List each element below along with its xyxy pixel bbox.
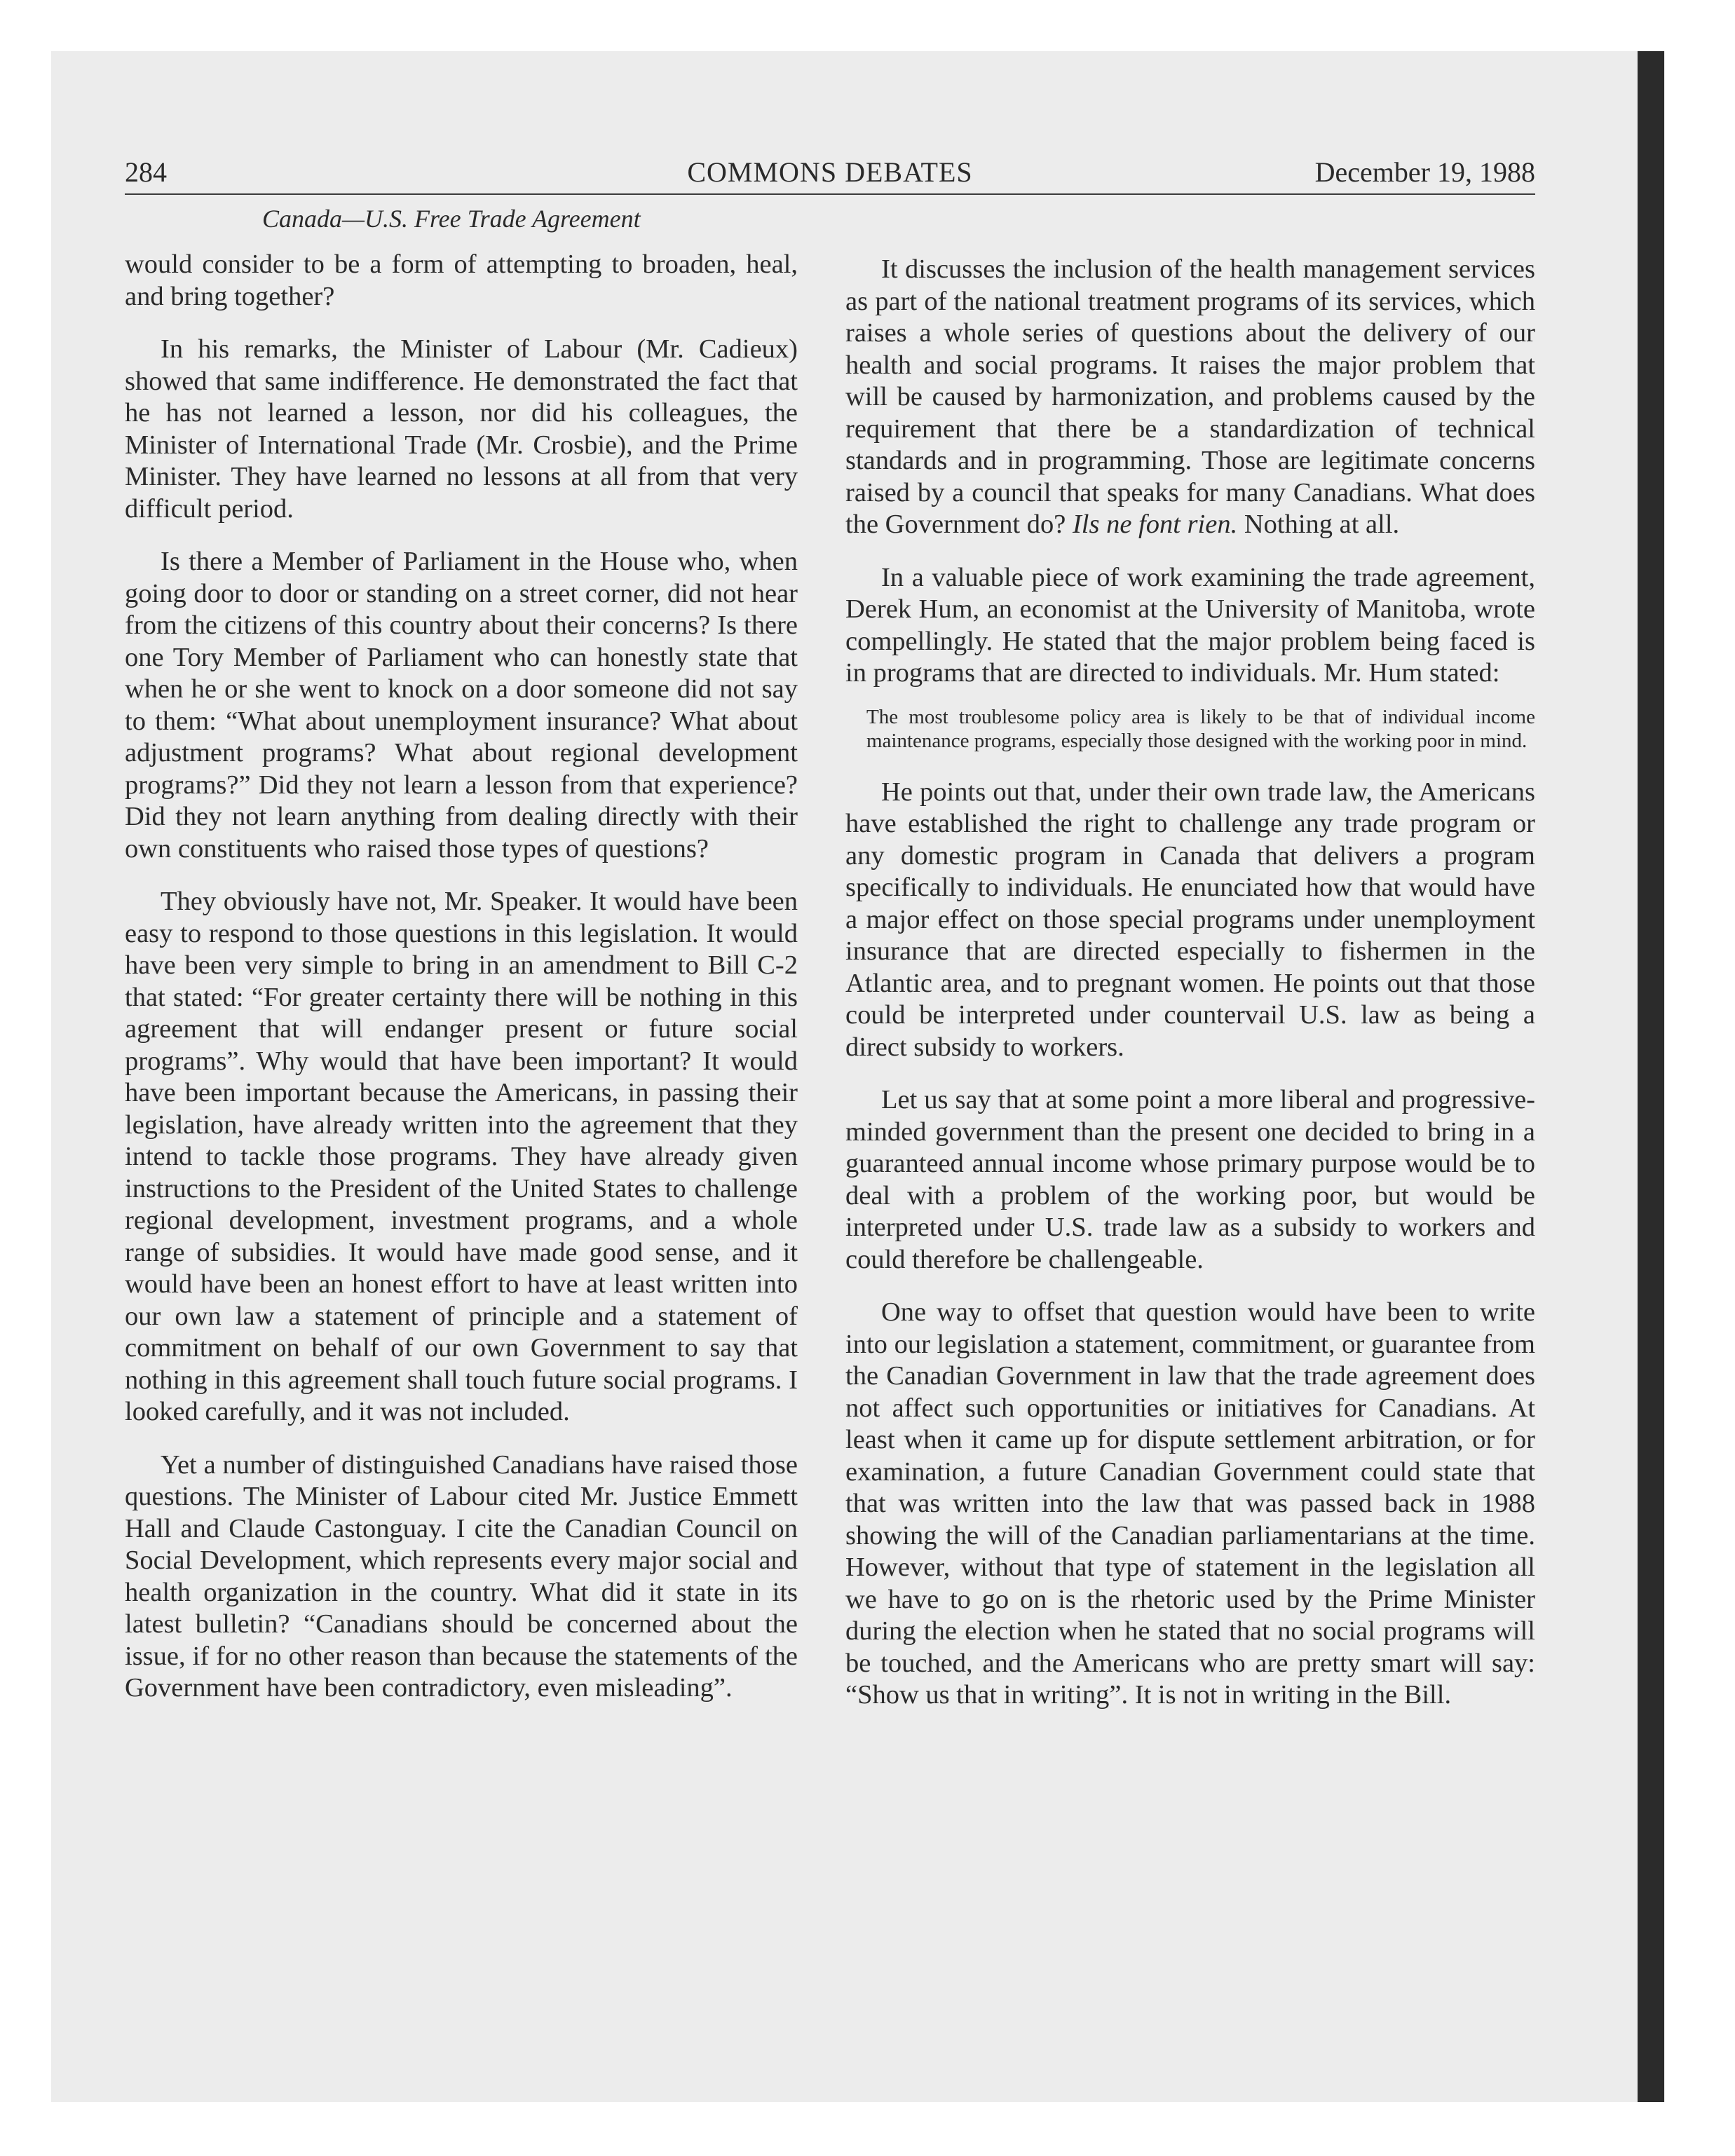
right-column	[845, 254, 1535, 1733]
paragraph: In a valuable piece of work examining the trade agreement, Derek Hum, an economist at the University of Manitoba, wrote compellingly. He stated that the major problem being faced is in programs that are directed to individuals. Mr. Hum stated:	[845, 562, 1535, 688]
header-date: December 19, 1988	[1314, 156, 1535, 188]
paragraph: Yet a number of distinguished Canadians have raised those questions. The Minister of Labour cited Mr. Justice Emmett Hall and Claude Castonguay. I cite the Canadian Council on Social Development, which represents every major social and health organization in the country. What did it state in its latest bulletin? “Canadians should be concerned about the issue, if for no other reason than because the statements of the Government have been contradictory, even misleading”.	[125, 1449, 798, 1703]
paragraph	[845, 254, 1535, 541]
running-head: Canada—U.S. Free Trade Agreement	[262, 205, 641, 233]
block-quote: The most troublesome policy area is likely to be that of individual income maintenance programs, especially those designed with the working poor in mind.	[866, 705, 1535, 752]
page-number: 284	[125, 156, 167, 188]
paragraph: One way to offset that question would have been to write into our legislation a statement, commitment, or guarantee from the Canadian Government in law that the trade agreement does not affect such opportunities or initiatives for Canadians. At least when it came up for dispute settlement arbitration, or for examination, a future Canadian Government could state that that was written into the law that was passed back in 1988 showing the will of the Canadian parliamentarians at the time. However, without that type of statement in the legislation all we have to go on is the rhetoric used by the Prime Minister during the election when he stated that no social programs will be touched, and the Americans who are pretty smart will say: “Show us that in writing”. It is not in writing in the Bill.	[845, 1297, 1535, 1710]
paragraph: They obviously have not, Mr. Speaker. It would have been easy to respond to those questions in this legislation. It would have been very simple to bring in an amendment to Bill C-2 that stated: “For greater certainty there will be nothing in this agreement that will endanger present or future social programs”. Why would that have been important? It would have been important because the Americans, in passing their legislation, have already written into the agreement that they intend to tackle those programs. They have already given instructions to the President of the United States to challenge regional development, investment programs, and a whole range of subsidies. It would have made good sense, and it would have been an honest effort to have at least written into our own law a statement of principle and a statement of commitment on behalf of our own Government to say that nothing in this agreement shall touch future social programs. I looked carefully, and it was not included.	[125, 887, 798, 1426]
paragraph: Is there a Member of Parliament in the House who, when going door to door or standing on a street corner, did not hear from the citizens of this country about their concerns? Is there one Tory Member of Parliament who can honestly state that when he or she went to knock on a door someone did not say to them: “What about unemployment insurance? What about adjustment programs? What about regional development programs?” Did they not learn a lesson from that experience? Did they not learn anything from dealing directly with their own constituents who raised those types of questions?	[125, 547, 798, 864]
page-header	[125, 151, 1535, 195]
paragraph: Let us say that at some point a more liberal and progressive-minded government than the present one decided to bring in a guaranteed annual income whose primary purpose would be to deal with a problem of the working poor, but would be interpreted under U.S. trade law as a subsidy to workers and could therefore be challengeable.	[845, 1085, 1535, 1274]
left-column	[125, 249, 798, 1726]
french-phrase: Ils ne font rien.	[1072, 510, 1238, 539]
paragraph-end: Nothing at all.	[1244, 510, 1400, 539]
paragraph: He points out that, under their own trade law, the Americans have established the right to challenge any trade program or any domestic program in Canada that delivers a program specifically to individuals. He enunciated how that would have a major effect on those special programs under unemployment insurance that are directed especially to fishermen in the Atlantic area, and to pregnant women. He points out that those could be interpreted under countervail U.S. law as being a direct subsidy to workers.	[845, 777, 1535, 1062]
paragraph: would consider to be a form of attempting to broaden, heal, and bring together?	[125, 250, 798, 311]
binding-edge	[1638, 51, 1664, 2102]
paragraph: In his remarks, the Minister of Labour (Mr. Cadieux) showed that same indifference. He demonstrated the fact that he has not learned a lesson, nor did his colleagues, the Minister of International Trade (Mr. Crosbie), and the Prime Minister. They have learned no lessons at all from that very difficult period.	[125, 334, 798, 524]
paragraph-text: It discusses the inclusion of the health management services as part of the national treatment programs of its services, which raises a whole series of questions about the delivery of our health and social programs. It raises the major problem that will be caused by harmonization, and problems caused by the requirement that there be a standardization of technical standards and in programming. Those are legitimate concerns raised by a council that speaks for many Canadians. What does the Government do?	[845, 254, 1535, 539]
publication-title: COMMONS DEBATES	[687, 156, 973, 188]
